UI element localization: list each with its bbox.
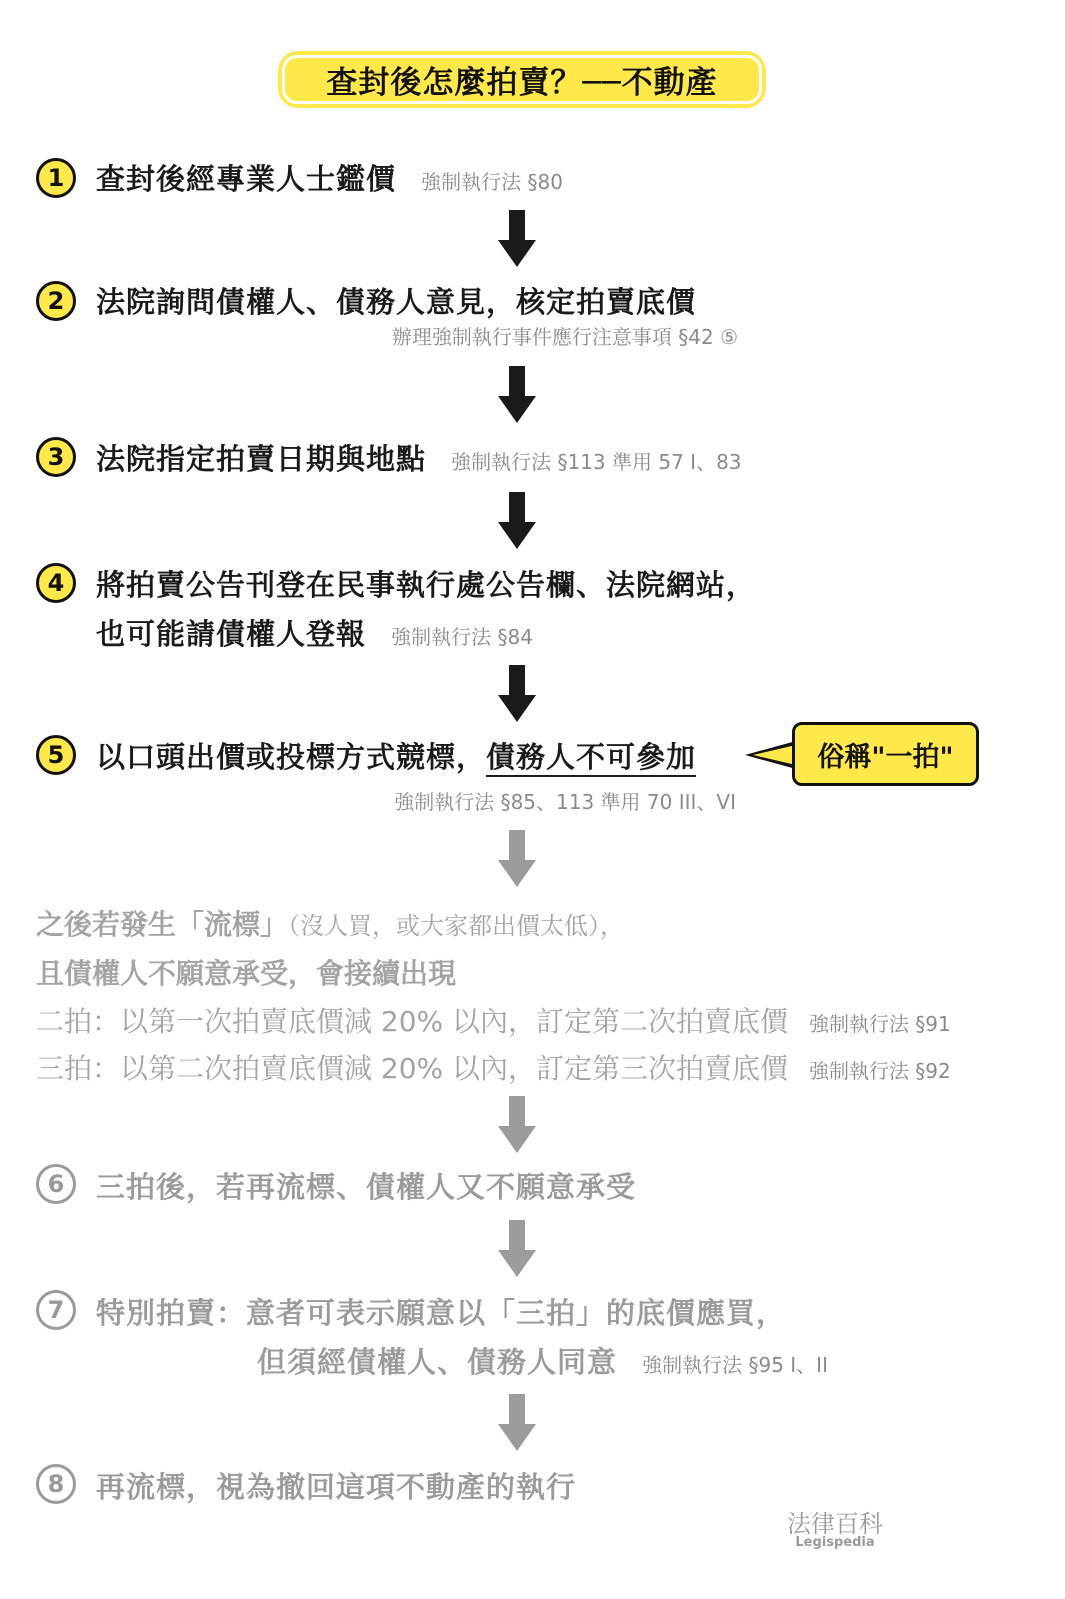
arrow-down-icon xyxy=(497,1096,537,1154)
second-auction-text: 二拍：以第一次拍賣底價減 20% 以內，訂定第二次拍賣底價 xyxy=(36,1005,789,1038)
step-3-number: 3 xyxy=(36,437,76,477)
arrow-down-icon xyxy=(497,1220,537,1278)
step-1-text: 查封後經專業人士鑑價 xyxy=(96,162,397,196)
step-1-ref: 強制執行法 §80 xyxy=(421,170,563,194)
after-line-4 xyxy=(36,1047,951,1087)
after-line-1-note: （沒人買，或大家都出價太低）， xyxy=(288,912,625,940)
step-1-number: 1 xyxy=(36,158,76,198)
step-5 xyxy=(96,735,696,776)
step-1 xyxy=(96,157,563,198)
after-line-3 xyxy=(36,1000,951,1040)
brand-logo: 法律百科 xyxy=(787,1510,883,1538)
arrow-down-icon xyxy=(497,366,537,424)
second-auction-ref: 強制執行法 §91 xyxy=(808,1012,951,1036)
step-6-text: 三拍後，若再流標、債權人又不願意承受 xyxy=(96,1170,637,1204)
step-3-ref: 強制執行法 §113 準用 57 I、83 xyxy=(451,450,742,474)
step-4-number: 4 xyxy=(36,563,76,603)
step-5-emphasis: 債務人不可參加 xyxy=(486,740,696,777)
step-3 xyxy=(96,437,742,478)
arrow-down-icon xyxy=(497,210,537,268)
step-6-number: 6 xyxy=(36,1164,76,1204)
callout-nickname: 俗稱"一拍" xyxy=(792,722,979,786)
step-2-text: 法院詢問債權人、債務人意見，核定拍賣底價 xyxy=(96,285,697,319)
after-line-2: 且債權人不願意承受，會接續出現 xyxy=(36,957,457,990)
step-8-text: 再流標，視為撤回這項不動產的執行 xyxy=(96,1470,577,1504)
step-4-ref: 強制執行法 §84 xyxy=(391,625,533,649)
third-auction-ref: 強制執行法 §92 xyxy=(808,1059,951,1083)
step-7-number: 7 xyxy=(36,1290,76,1330)
step-2-ref: 辦理強制執行事件應行注意事項 §42 ⑤ xyxy=(391,325,738,349)
after-line-1-main: 之後若發生「流標」 xyxy=(36,908,289,941)
after-line-1 xyxy=(36,903,624,943)
step-7-line1: 特別拍賣：意者可表示願意以「三拍」的底價應買， xyxy=(96,1296,787,1330)
page-title: 查封後怎麼拍賣？──不動產 xyxy=(282,55,762,104)
step-8-number: 8 xyxy=(36,1464,76,1504)
arrow-down-icon xyxy=(497,492,537,550)
third-auction-text: 三拍：以第二次拍賣底價減 20% 以內，訂定第三次拍賣底價 xyxy=(36,1052,789,1085)
title-banner xyxy=(278,51,766,108)
arrow-down-icon xyxy=(497,1394,537,1452)
arrow-down-icon xyxy=(497,830,537,888)
step-5-ref: 強制執行法 §85、113 準用 70 III、VI xyxy=(394,790,736,814)
step-3-text: 法院指定拍賣日期與地點 xyxy=(96,442,427,476)
step-2-number: 2 xyxy=(36,281,76,321)
step-5-text: 以口頭出價或投標方式競標， xyxy=(96,740,487,774)
step-7-line2-row xyxy=(257,1340,828,1381)
step-7-ref: 強制執行法 §95 I、II xyxy=(642,1353,828,1377)
step-5-number: 5 xyxy=(36,735,76,775)
callout-pointer xyxy=(745,738,797,772)
brand-logo-sub: Legispedia xyxy=(795,1535,875,1550)
step-4-line2-row xyxy=(96,612,533,653)
step-4-line1: 將拍賣公告刊登在民事執行處公告欄、法院網站， xyxy=(96,568,757,602)
step-7-line2: 但須經債權人、債務人同意 xyxy=(257,1345,618,1379)
step-4-line2: 也可能請債權人登報 xyxy=(96,617,367,651)
arrow-down-icon xyxy=(497,665,537,723)
